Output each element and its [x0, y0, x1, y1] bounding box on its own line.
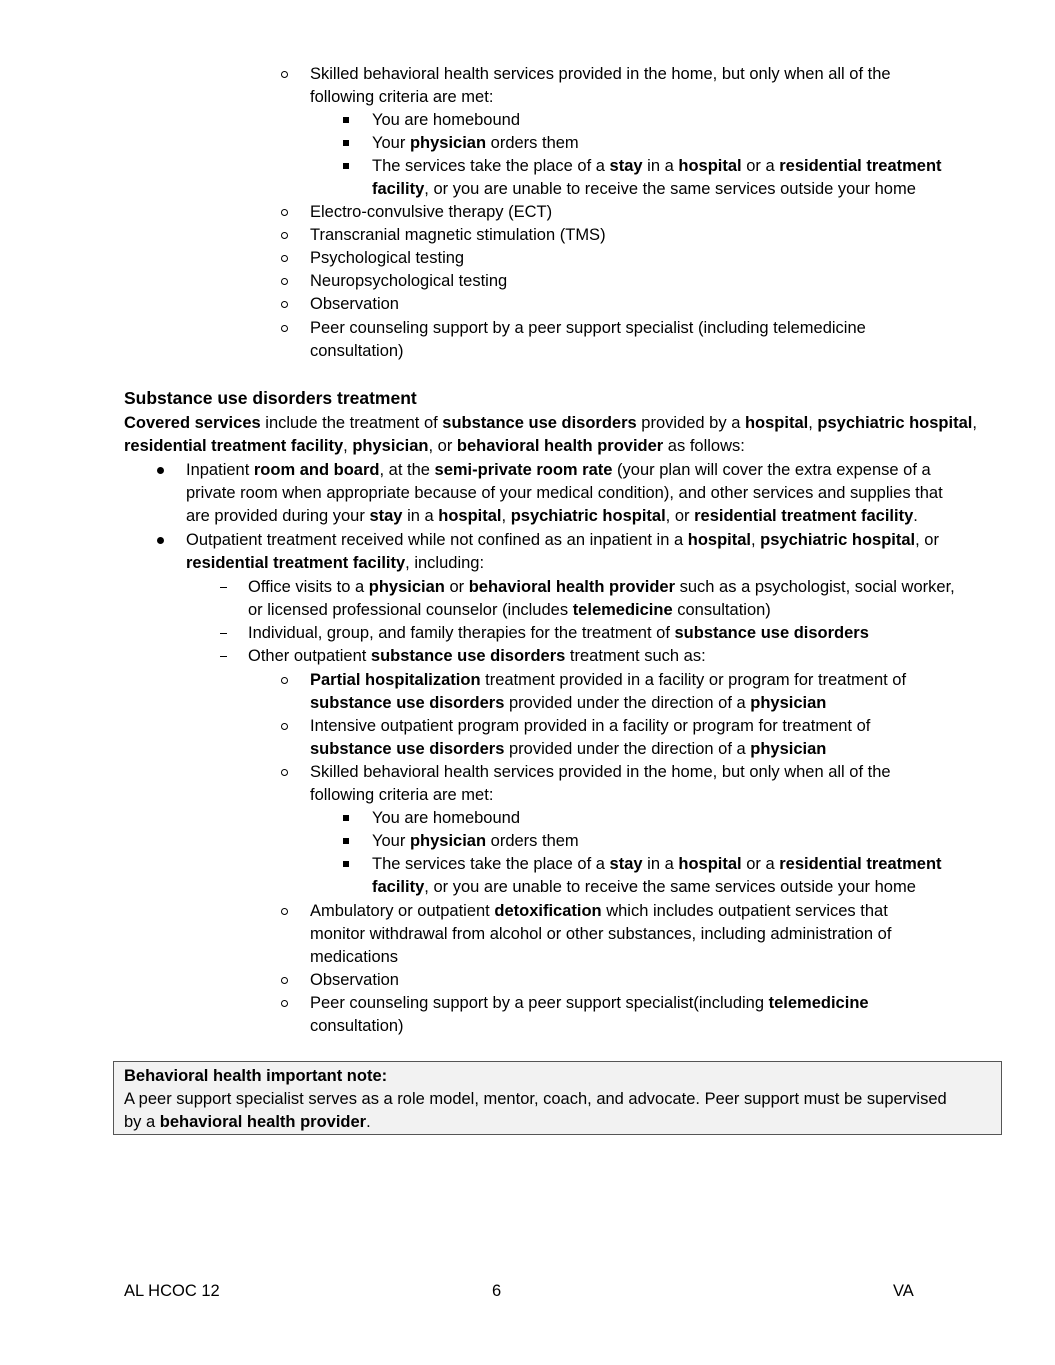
- bullet-icon: [157, 537, 164, 544]
- criteria-item: You are homebound: [372, 111, 521, 129]
- square-bullet-icon: [343, 117, 349, 123]
- list-item: Electro-convulsive therapy (ECT): [310, 203, 553, 221]
- circle-bullet-icon: [281, 1000, 288, 1007]
- circle-bullet-icon: [281, 977, 288, 984]
- circle-bullet-icon: [281, 677, 288, 684]
- circle-bullet-icon: [281, 325, 288, 332]
- list-item-cont: consultation): [310, 342, 404, 360]
- peer-counseling-item-cont: consultation): [310, 1017, 404, 1035]
- criteria-item: Your physician orders them: [372, 832, 579, 850]
- criteria-item-cont: facility, or you are unable to receive the same services outside your home: [372, 878, 916, 896]
- note-text-cont: by a behavioral health provider.: [124, 1113, 371, 1131]
- circle-bullet-icon: [281, 301, 288, 308]
- list-item: Psychological testing: [310, 249, 465, 267]
- circle-bullet-icon: [281, 278, 288, 285]
- criteria-item-cont: facility, or you are unable to receive the same services outside your home: [372, 180, 916, 198]
- list-item: Neuropsychological testing: [310, 272, 508, 290]
- circle-bullet-icon: [281, 908, 288, 915]
- section-heading: Substance use disorders treatment: [124, 388, 417, 408]
- inpatient-item-cont: are provided during your stay in a hospital, psychiatric hospital, or residential treatment facility.: [186, 507, 918, 525]
- criteria-item: The services take the place of a stay in a hospital or a residential treatment: [372, 855, 942, 873]
- skilled-home-item-cont: following criteria are met:: [310, 786, 494, 804]
- intro-paragraph: Covered services include the treatment of substance use disorders provided by a hospital, psychiatric hospital,: [124, 414, 977, 432]
- footer-doc-code: AL HCOC 12: [124, 1282, 220, 1300]
- intro-paragraph-cont: residential treatment facility, physician, or behavioral health provider as follows:: [124, 437, 745, 455]
- outpatient-item-cont: residential treatment facility, including:: [186, 554, 485, 572]
- therapies-item: Individual, group, and family therapies for the treatment of substance use disorders: [248, 624, 869, 642]
- note-text: A peer support specialist serves as a role model, mentor, coach, and advocate. Peer support must be supervised: [124, 1090, 947, 1108]
- square-bullet-icon: [343, 861, 349, 867]
- dash-bullet-icon: [220, 656, 227, 657]
- office-visits-item: Office visits to a physician or behavioral health provider such as a psychologist, social worker,: [248, 578, 955, 596]
- circle-bullet-icon: [281, 71, 288, 78]
- bullet-icon: [157, 467, 164, 474]
- intensive-outpatient-item-cont: substance use disorders provided under the direction of a physician: [310, 740, 827, 758]
- circle-bullet-icon: [281, 209, 288, 216]
- circle-bullet-icon: [281, 769, 288, 776]
- circle-bullet-icon: [281, 232, 288, 239]
- outpatient-item: Outpatient treatment received while not confined as an inpatient in a hospital, psychiatric hospital, or: [186, 531, 939, 549]
- detox-item-cont: monitor withdrawal from alcohol or other substances, including administration of: [310, 925, 892, 943]
- skilled-home-item: Skilled behavioral health services provided in the home, but only when all of the: [310, 763, 891, 781]
- detox-item-cont: medications: [310, 948, 399, 966]
- dash-bullet-icon: [220, 633, 227, 634]
- list-item: Skilled behavioral health services provided in the home, but only when all of the: [310, 65, 891, 83]
- list-item: Observation: [310, 295, 399, 313]
- circle-bullet-icon: [281, 255, 288, 262]
- note-title: Behavioral health important note:: [124, 1067, 388, 1085]
- circle-bullet-icon: [281, 723, 288, 730]
- square-bullet-icon: [343, 163, 349, 169]
- list-item: Peer counseling support by a peer support specialist (including telemedicine: [310, 319, 866, 337]
- square-bullet-icon: [343, 140, 349, 146]
- criteria-item: The services take the place of a stay in a hospital or a residential treatment: [372, 157, 942, 175]
- dash-bullet-icon: [220, 587, 227, 588]
- partial-hospitalization-item-cont: substance use disorders provided under the direction of a physician: [310, 694, 827, 712]
- footer-page-number: 6: [492, 1282, 502, 1300]
- inpatient-item-cont: private room when appropriate because of your medical condition), and other services and supplies that: [186, 484, 943, 502]
- list-item: Transcranial magnetic stimulation (TMS): [310, 226, 606, 244]
- criteria-item: Your physician orders them: [372, 134, 579, 152]
- peer-counseling-item: Peer counseling support by a peer support specialist(including telemedicine: [310, 994, 869, 1012]
- partial-hospitalization-item: Partial hospitalization treatment provided in a facility or program for treatment of: [310, 671, 907, 689]
- office-visits-item-cont: or licensed professional counselor (includes telemedicine consultation): [248, 601, 771, 619]
- detox-item: Ambulatory or outpatient detoxification which includes outpatient services that: [310, 902, 888, 920]
- inpatient-item: Inpatient room and board, at the semi-private room rate (your plan will cover the extra expense of a: [186, 461, 931, 479]
- list-item-cont: following criteria are met:: [310, 88, 494, 106]
- square-bullet-icon: [343, 838, 349, 844]
- intensive-outpatient-item: Intensive outpatient program provided in a facility or program for treatment of: [310, 717, 871, 735]
- observation-item: Observation: [310, 971, 399, 989]
- other-outpatient-item: Other outpatient substance use disorders treatment such as:: [248, 647, 706, 665]
- criteria-item: You are homebound: [372, 809, 521, 827]
- square-bullet-icon: [343, 815, 349, 821]
- footer-region: VA: [893, 1282, 914, 1300]
